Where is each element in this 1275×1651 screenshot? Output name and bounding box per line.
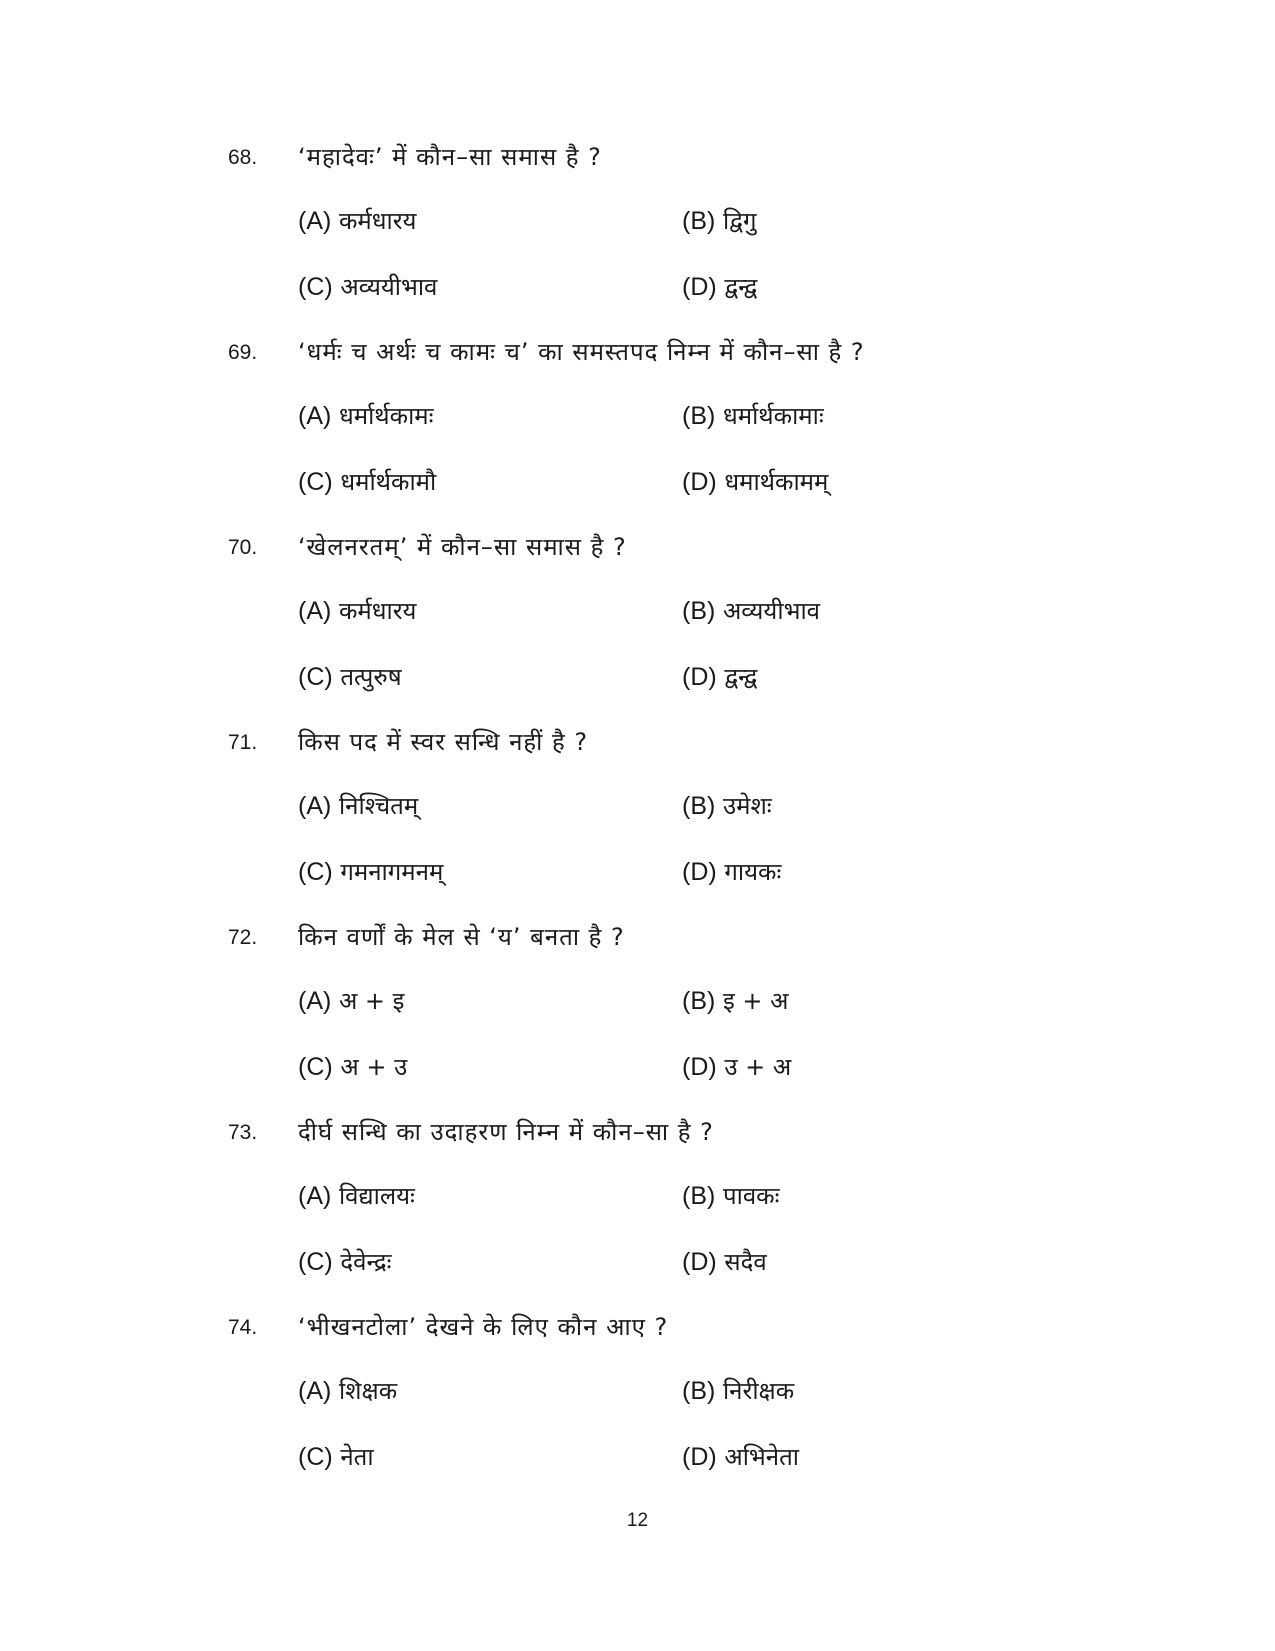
option-label: (A) xyxy=(298,402,332,430)
option-label: (B) xyxy=(682,402,716,430)
option-label: (B) xyxy=(682,207,716,235)
question-number: 70. xyxy=(228,536,258,559)
question-73 xyxy=(0,1115,1275,1305)
option-label: (C) xyxy=(298,1053,333,1081)
option-text: अव्ययीभाव xyxy=(340,273,438,301)
option-a xyxy=(298,789,418,822)
question-71 xyxy=(0,725,1275,915)
option-c xyxy=(298,855,443,888)
option-text: तत्पुरुष xyxy=(340,663,402,691)
option-label: (B) xyxy=(682,987,716,1015)
question-74 xyxy=(0,1310,1275,1500)
option-text: उ + अ xyxy=(724,1053,792,1081)
question-number: 72. xyxy=(228,926,258,949)
option-text: धर्मार्थकामौ xyxy=(340,468,437,496)
option-text: कर्मधारय xyxy=(338,597,417,625)
option-label: (A) xyxy=(298,792,332,820)
option-label: (D) xyxy=(682,1443,717,1471)
option-a xyxy=(298,1179,415,1212)
option-text: सदैव xyxy=(724,1248,767,1276)
option-text: धर्मार्थकामाः xyxy=(722,402,824,430)
question-69 xyxy=(0,335,1275,525)
option-b xyxy=(682,204,757,237)
option-label: (A) xyxy=(298,597,332,625)
option-text: निरीक्षक xyxy=(722,1377,795,1405)
option-b xyxy=(682,984,788,1017)
option-text: गायकः xyxy=(724,858,782,886)
option-a xyxy=(298,204,416,237)
option-text: धमार्थकामम् xyxy=(724,468,829,496)
option-c xyxy=(298,1050,407,1083)
option-d xyxy=(682,1050,791,1083)
option-text: अ + इ xyxy=(338,987,405,1015)
option-label: (B) xyxy=(682,792,716,820)
option-c xyxy=(298,1440,374,1473)
option-text: देवेन्द्रः xyxy=(340,1248,392,1276)
option-text: विद्यालयः xyxy=(338,1182,415,1210)
option-d xyxy=(682,1245,767,1278)
question-text: ‘धर्मः च अर्थः च कामः च’ का समस्तपद निम्न में कौन–सा है ? xyxy=(298,338,865,366)
question-number: 68. xyxy=(228,146,258,169)
option-label: (D) xyxy=(682,663,717,691)
option-label: (B) xyxy=(682,1377,716,1405)
option-label: (D) xyxy=(682,1248,717,1276)
option-label: (C) xyxy=(298,1443,333,1471)
option-label: (C) xyxy=(298,858,333,886)
option-text: नेता xyxy=(340,1443,374,1471)
option-b xyxy=(682,1179,779,1212)
option-text: उमेशः xyxy=(722,792,772,820)
option-a xyxy=(298,1374,397,1407)
question-70 xyxy=(0,530,1275,720)
question-68 xyxy=(0,140,1275,330)
question-text: ‘खेलनरतम्’ में कौन–सा समास है ? xyxy=(298,533,627,561)
option-label: (D) xyxy=(682,858,717,886)
option-label: (C) xyxy=(298,468,333,496)
option-text: अभिनेता xyxy=(724,1443,799,1471)
option-b xyxy=(682,1374,794,1407)
option-text: अ + उ xyxy=(340,1053,408,1081)
option-label: (A) xyxy=(298,1182,332,1210)
option-text: पावकः xyxy=(722,1182,780,1210)
option-a xyxy=(298,594,416,627)
option-c xyxy=(298,270,437,303)
option-text: कर्मधारय xyxy=(338,207,417,235)
page-number: 12 xyxy=(626,1510,649,1531)
option-text: निश्चितम् xyxy=(338,792,419,820)
option-c xyxy=(298,1245,391,1278)
option-text: गमनागमनम् xyxy=(340,858,444,886)
question-72 xyxy=(0,920,1275,1110)
option-text: द्वन्द्व xyxy=(724,273,758,301)
question-text: ‘भीखनटोला’ देखने के लिए कौन आए ? xyxy=(298,1313,669,1341)
option-d xyxy=(682,270,757,303)
option-text: धर्मार्थकामः xyxy=(338,402,434,430)
option-text: द्विगु xyxy=(722,207,757,235)
option-d xyxy=(682,465,828,498)
option-label: (A) xyxy=(298,987,332,1015)
option-c xyxy=(298,660,402,693)
option-label: (A) xyxy=(298,1377,332,1405)
option-d xyxy=(682,855,781,888)
option-d xyxy=(682,660,757,693)
option-text: शिक्षक xyxy=(338,1377,398,1405)
option-label: (D) xyxy=(682,1053,717,1081)
option-text: इ + अ xyxy=(722,987,789,1015)
option-b xyxy=(682,789,772,822)
question-text: किन वर्णों के मेल से ‘य’ बनता है ? xyxy=(298,923,625,951)
option-text: अव्ययीभाव xyxy=(722,597,821,625)
option-label: (D) xyxy=(682,273,717,301)
option-label: (A) xyxy=(298,207,332,235)
option-a xyxy=(298,984,404,1017)
question-number: 71. xyxy=(228,731,258,754)
option-b xyxy=(682,399,824,432)
option-d xyxy=(682,1440,799,1473)
option-c xyxy=(298,465,436,498)
question-text: ‘महादेवः’ में कौन–सा समास है ? xyxy=(298,143,602,171)
option-text: द्वन्द्व xyxy=(724,663,758,691)
question-number: 69. xyxy=(228,341,258,364)
question-number: 73. xyxy=(228,1121,258,1144)
option-label: (B) xyxy=(682,1182,716,1210)
option-label: (D) xyxy=(682,468,717,496)
question-text: दीर्घ सन्धि का उदाहरण निम्न में कौन–सा है ? xyxy=(298,1118,714,1146)
option-b xyxy=(682,594,820,627)
question-number: 74. xyxy=(228,1316,258,1339)
option-label: (B) xyxy=(682,597,716,625)
option-label: (C) xyxy=(298,1248,333,1276)
option-a xyxy=(298,399,433,432)
option-label: (C) xyxy=(298,663,333,691)
option-label: (C) xyxy=(298,273,333,301)
question-text: किस पद में स्वर सन्धि नहीं है ? xyxy=(298,728,589,756)
